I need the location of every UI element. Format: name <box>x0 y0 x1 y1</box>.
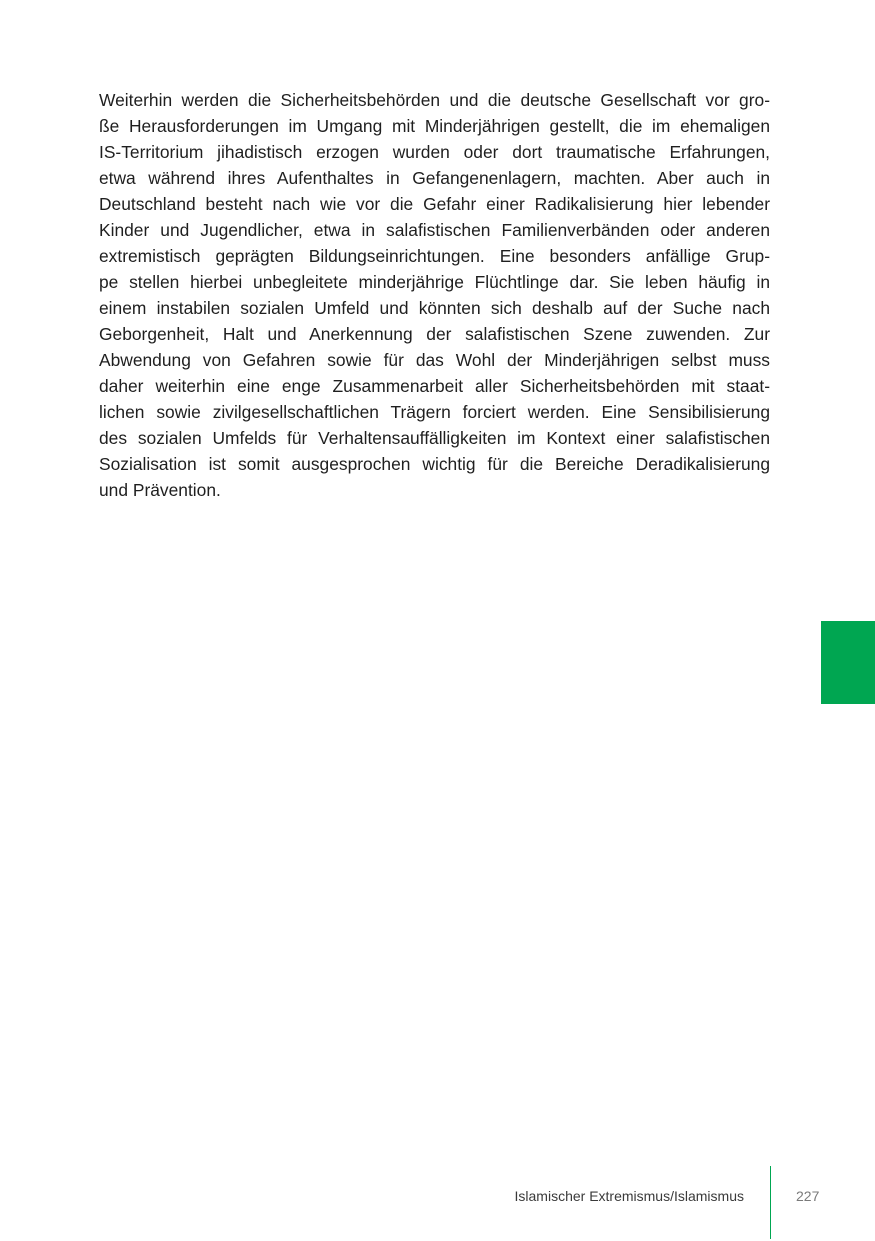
paragraph-line: Sozialisation ist somit ausgesprochen wichtig für die Bereiche Deradikalisierung <box>99 454 770 474</box>
paragraph-line: des sozialen Umfelds für Verhaltensauffälligkeiten im Kontext einer salafistischen <box>99 428 770 448</box>
chapter-marker-tab <box>821 621 875 704</box>
paragraph-line: Abwendung von Gefahren sowie für das Wohl der Minderjährigen selbst muss <box>99 350 770 370</box>
paragraph-line: Deutschland besteht nach wie vor die Gefahr einer Radikalisierung hier lebender <box>99 194 770 214</box>
paragraph-line: IS-Territorium jihadistisch erzogen wurden oder dort traumatische Erfahrungen, <box>99 142 770 162</box>
page-number: 227 <box>796 1188 820 1204</box>
paragraph-line: und Prävention. <box>99 480 221 500</box>
paragraph-line: einem instabilen sozialen Umfeld und könnten sich deshalb auf der Suche nach <box>99 298 770 318</box>
footer-section-title: Islamischer Extremismus/Islamismus <box>514 1188 744 1204</box>
paragraph-line: extremistisch geprägten Bildungseinrichtungen. Eine besonders anfällige Grup- <box>99 246 770 266</box>
paragraph-line: Weiterhin werden die Sicherheitsbehörden und die deutsche Gesellschaft vor gro- <box>99 90 770 110</box>
paragraph-line: Kinder und Jugendlicher, etwa in salafistischen Familienverbänden oder anderen <box>99 220 770 240</box>
body-paragraph <box>99 87 770 503</box>
paragraph-line: pe stellen hierbei unbegleitete minderjährige Flüchtlinge dar. Sie leben häufig in <box>99 272 770 292</box>
paragraph-line: lichen sowie zivilgesellschaftlichen Trägern forciert werden. Eine Sensibilisierung <box>99 402 770 422</box>
paragraph-line: daher weiterhin eine enge Zusammenarbeit aller Sicherheitsbehörden mit staat- <box>99 376 770 396</box>
footer-divider <box>770 1166 771 1239</box>
paragraph-line: ße Herausforderungen im Umgang mit Minderjährigen gestellt, die im ehemaligen <box>99 116 770 136</box>
paragraph-line: etwa während ihres Aufenthaltes in Gefangenenlagern, machten. Aber auch in <box>99 168 770 188</box>
paragraph-line: Geborgenheit, Halt und Anerkennung der salafistischen Szene zuwenden. Zur <box>99 324 770 344</box>
